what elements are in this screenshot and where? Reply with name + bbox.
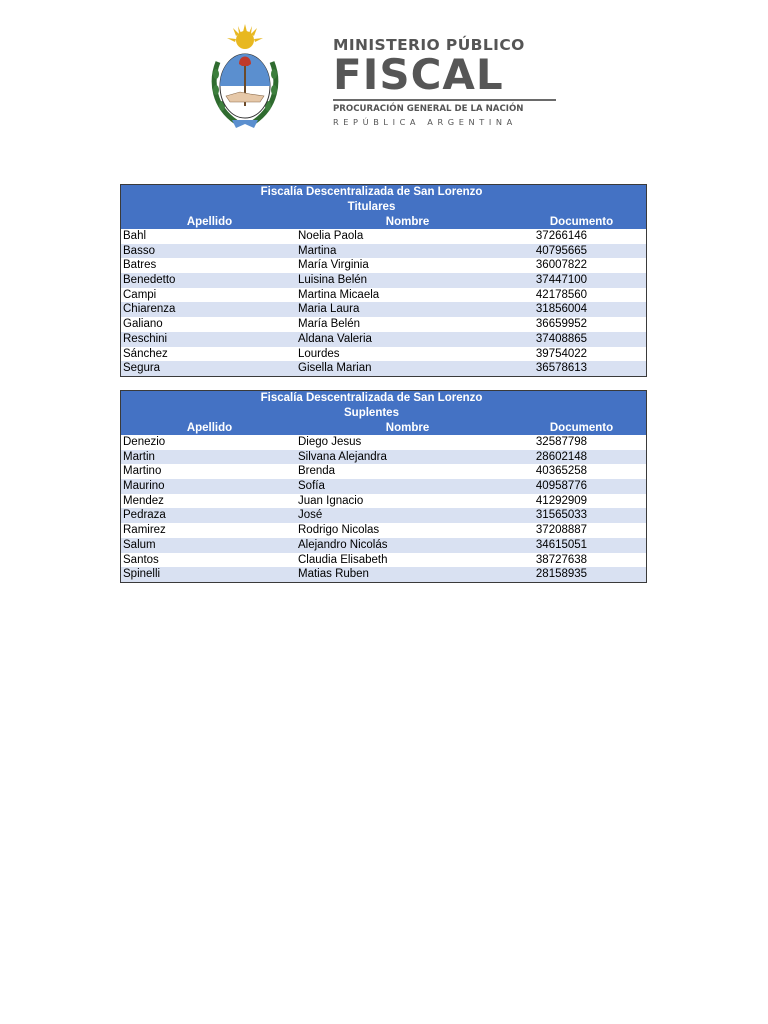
cell-documento: 37408865 (535, 332, 588, 345)
table-row (121, 567, 646, 582)
table-row (121, 479, 646, 494)
cell-apellido: Ramirez (123, 524, 166, 537)
table-row (121, 258, 646, 273)
table-row (121, 302, 646, 317)
logo-republica: REPÚBLICA ARGENTINA (333, 117, 517, 127)
cell-nombre: Lourdes (298, 347, 340, 360)
cell-documento: 36578613 (535, 362, 588, 375)
cell-nombre: María Belén (298, 318, 361, 331)
coat-of-arms-icon (210, 22, 280, 134)
table-row (121, 273, 646, 288)
cell-apellido: Mendez (123, 494, 164, 507)
table-row (121, 347, 646, 362)
cell-documento: 37266146 (535, 230, 588, 242)
logo-procuracion: PROCURACIÓN GENERAL DE LA NACIÓN (333, 104, 524, 114)
cell-apellido: Santos (123, 553, 159, 566)
cell-nombre: Noelia Paola (298, 230, 364, 242)
column-headers (121, 215, 646, 229)
cell-nombre: Gisella Marian (298, 362, 372, 375)
table-row (121, 523, 646, 538)
cell-apellido: Benedetto (123, 274, 176, 287)
logo-divider (333, 99, 556, 101)
cell-nombre: Martina (298, 244, 337, 257)
cell-nombre: Rodrigo Nicolas (298, 524, 380, 537)
cell-nombre: Diego Jesus (298, 436, 362, 448)
cell-documento: 37447100 (535, 274, 588, 287)
table-row (121, 317, 646, 332)
cell-nombre: María Virginia (298, 259, 369, 272)
cell-apellido: Pedraza (123, 509, 166, 522)
table-title: Fiscalía Descentralizada de San Lorenzo (260, 186, 483, 198)
table-row (121, 450, 646, 465)
cell-documento: 40958776 (535, 480, 588, 493)
table-subtitle: Titulares (347, 201, 396, 213)
cell-documento: 39754022 (535, 347, 588, 360)
column-header-documento: Documento (549, 216, 614, 228)
column-header-apellido: Apellido (186, 216, 233, 228)
cell-documento: 41292909 (535, 494, 588, 507)
cell-nombre: Sofía (298, 480, 325, 493)
cell-apellido: Batres (123, 259, 157, 272)
table-row (121, 464, 646, 479)
cell-documento: 40795665 (535, 244, 588, 257)
table-title: Fiscalía Descentralizada de San Lorenzo (260, 392, 483, 404)
table-row (121, 538, 646, 553)
table-row (121, 288, 646, 303)
cell-nombre: Matias Ruben (298, 568, 369, 581)
cell-documento: 32587798 (535, 436, 588, 448)
cell-documento: 31565033 (535, 509, 588, 522)
table-header (121, 185, 646, 229)
table-row (121, 494, 646, 509)
column-header-apellido: Apellido (186, 422, 233, 434)
cell-documento: 36007822 (535, 259, 588, 272)
table-row (121, 361, 646, 376)
cell-documento: 36659952 (535, 318, 588, 331)
cell-apellido: Spinelli (123, 568, 161, 581)
page-header (0, 0, 768, 140)
cell-apellido: Chiarenza (123, 303, 176, 316)
cell-nombre: Alejandro Nicolás (298, 538, 388, 551)
cell-documento: 40365258 (535, 465, 588, 478)
cell-apellido: Segura (123, 362, 161, 375)
table-row (121, 508, 646, 523)
cell-apellido: Salum (123, 538, 156, 551)
cell-nombre: Claudia Elisabeth (298, 553, 388, 566)
titulares-table (120, 184, 647, 377)
cell-nombre: José (298, 509, 323, 522)
cell-apellido: Bahl (123, 230, 147, 242)
cell-apellido: Basso (123, 244, 155, 257)
cell-documento: 42178560 (535, 288, 588, 301)
column-header-nombre: Nombre (385, 422, 430, 434)
cell-apellido: Martino (123, 465, 162, 478)
cell-apellido: Sánchez (123, 347, 168, 360)
cell-apellido: Maurino (123, 480, 165, 493)
table-row (121, 435, 646, 450)
table-row (121, 553, 646, 568)
cell-documento: 38727638 (535, 553, 588, 566)
cell-nombre: Brenda (298, 465, 336, 478)
cell-documento: 28602148 (535, 450, 588, 463)
cell-documento: 37208887 (535, 524, 588, 537)
table-row (121, 229, 646, 244)
cell-nombre: Maria Laura (298, 303, 360, 316)
cell-apellido: Denezio (123, 436, 166, 448)
column-headers (121, 421, 646, 435)
logo-fiscal: FISCAL (333, 50, 504, 99)
column-header-documento: Documento (549, 422, 614, 434)
cell-apellido: Reschini (123, 332, 168, 345)
cell-nombre: Silvana Alejandra (298, 450, 387, 463)
cell-nombre: Luisina Belén (298, 274, 368, 287)
cell-apellido: Galiano (123, 318, 163, 331)
logo-ministerio-publico: MINISTERIO PÚBLICO (333, 36, 525, 54)
cell-nombre: Juan Ignacio (298, 494, 364, 507)
cell-nombre: Aldana Valeria (298, 332, 372, 345)
suplentes-table (120, 390, 647, 583)
cell-documento: 31856004 (535, 303, 588, 316)
logo-wordmark (333, 36, 563, 128)
cell-documento: 28158935 (535, 568, 588, 581)
table-row (121, 332, 646, 347)
cell-documento: 34615051 (535, 538, 588, 551)
cell-apellido: Martin (123, 450, 155, 463)
table-row (121, 244, 646, 259)
cell-nombre: Martina Micaela (298, 288, 380, 301)
table-header (121, 391, 646, 435)
cell-apellido: Campi (123, 288, 157, 301)
column-header-nombre: Nombre (385, 216, 430, 228)
table-subtitle: Suplentes (344, 407, 399, 419)
